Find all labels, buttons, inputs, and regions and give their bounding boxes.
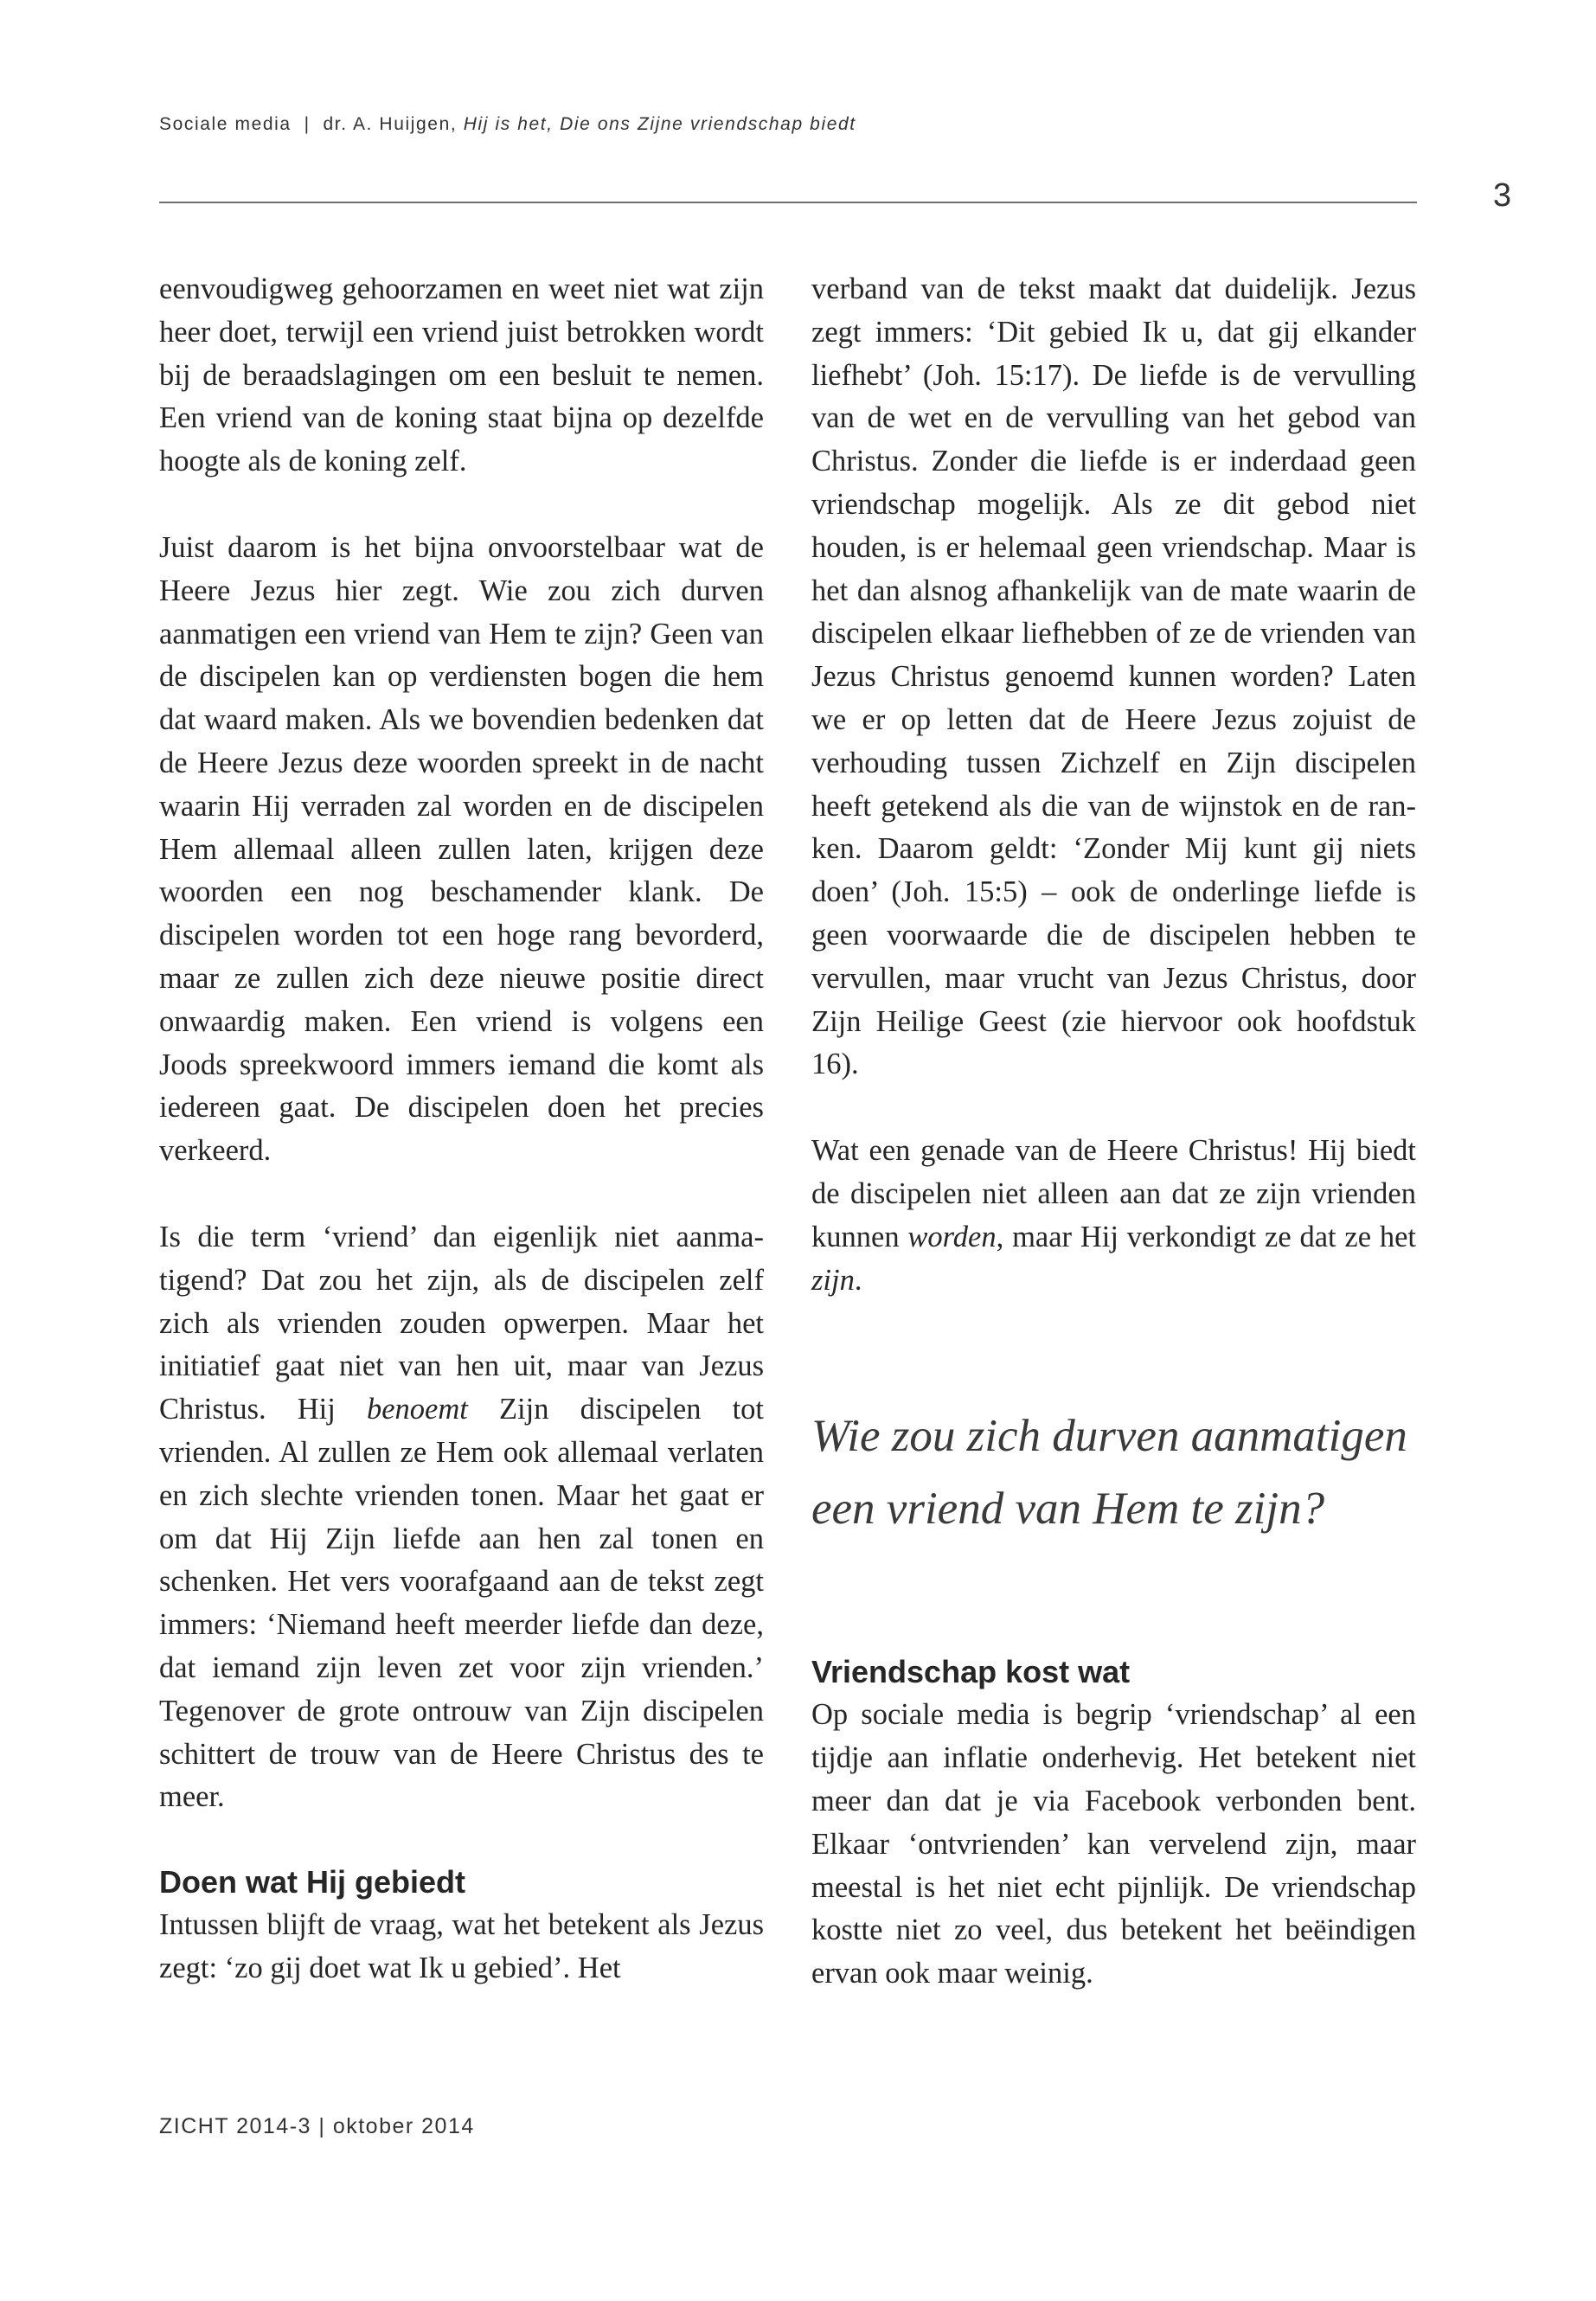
header-rule — [159, 202, 1417, 203]
right-paragraph-1: verband van de tekst maakt dat duidelijk. Jezus zegt immers: ‘Dit gebied Ik u, dat gij elkander liefhebt’ (Joh. 15:17). De liefde is de vervulling van de wet en de vervulling van het gebod van Christus. Zonder die liefde is er inderdaad geen vriendschap mogelijk. Als ze dit gebod niet houden, is er helemaal geen vriendschap. Maar is het dan alsnog afhankelijk van de mate waarin de discipelen elkaar liefhebben of ze de vrienden van Jezus Christus genoemd kunnen worden? Laten we er op letten dat de Heere Jezus zojuist de verhouding tussen Zichzelf en Zijn discipelen heeft getekend als die van de wijnstok en de ranken. Daarom geldt: ‘Zonder Mij kunt gij niets doen’ (Joh. 15:5) – ook de onderlinge liefde is geen voorwaarde die de discipelen hebben te vervullen, maar vrucht van Jezus Christus, door Zijn Heilige Geest (zie hiervoor ook hoofdstuk 16). — [811, 272, 1416, 1081]
left-column — [159, 268, 764, 1990]
left-paragraph-4: Intussen blijft de vraag, wat het betekent als Jezus zegt: ‘zo gij doet wat Ik u gebied’. Het — [159, 1908, 764, 1984]
running-head-author: dr. A. Huijgen, — [323, 114, 458, 134]
pull-quote: Wie zou zich durven aanmatigen een vriend van Hem te zijn? — [811, 1411, 1407, 1535]
left-paragraph-1: eenvoudigweg gehoorzamen en weet niet wat zijn heer doet, terwijl een vriend juist betrokken wordt bij de beraadslagingen om een besluit te nemen. Een vriend van de koning staat bijna op dezelfde hoogte als de koning zelf. — [159, 272, 764, 478]
left-paragraph-3: Is die term ‘vriend’ dan eigenlijk niet aanmatigend? Dat zou het zijn, als de discipelen zelf zich als vrienden zouden opwerpen. Maar het initiatief gaat niet van hen uit, maar van Jezus Christus. Hij benoemt Zijn discipelen tot vrienden. Al zullen ze Hem ook allemaal verlaten en zich slechte vrienden tonen. Maar het gaat er om dat Hij Zijn liefde aan hen zal tonen en schenken. Het vers voorafgaand aan de tekst zegt immers: ‘Niemand heeft meerder liefde dan deze, dat iemand zijn leven zet voor zijn vrienden.’ Tegenover de grote ontrouw van Zijn discipelen schittert de trouw van de Heere Christus des te meer. — [159, 1220, 764, 1814]
page-number: 3 — [1493, 177, 1512, 214]
running-head-separator: | — [304, 114, 311, 134]
left-paragraph-2: Juist daarom is het bijna onvoorstelbaar wat de Heere Jezus hier zegt. Wie zou zich durven aanmatigen een vriend van Hem te zijn? Geen van de discipelen kan op verdiensten bogen die hem dat waard maken. Als we bovendien bedenken dat de Heere Jezus deze woorden spreekt in de nacht waarin Hij verraden zal worden en de discipelen Hem allemaal alleen zullen laten, krijgen deze woorden een nog beschamender klank. De discipelen worden tot een hoge rang bevorderd, maar ze zullen zich deze nieuwe positie direct onwaardig maken. Een vriend is volgens een Joods spreekwoord immers iemand die komt als iedereen gaat. De discipelen doen het precies verkeerd. — [159, 530, 764, 1168]
right-paragraph-2: Wat een genade van de Heere Christus! Hij biedt de discipelen niet alleen aan dat ze zijn vrienden kunnen worden, maar Hij verkondigt ze dat ze het zijn. — [811, 1134, 1416, 1297]
right-column — [811, 268, 1416, 1996]
emphasis-benoemt: benoemt — [366, 1393, 468, 1426]
section-heading-vriendschap-kost-wat: Vriendschap kost wat — [811, 1654, 1131, 1690]
running-head — [159, 114, 856, 135]
right-paragraph-3: Op sociale media is begrip ‘vriendschap’ al een tijdje aan inflatie onderhevig. Het betekent niet meer dan dat je via Facebook verbonden bent. Elkaar ‘ontvrienden’ kan vervelend zijn, maar meestal is het niet echt pijnlijk. De vriendschap kostte niet zo veel, dus betekent het beëindigen ervan ook maar weinig. — [811, 1698, 1416, 1990]
emphasis-worden: worden — [907, 1220, 997, 1253]
section-heading-doen-wat-hij-gebiedt: Doen wat Hij gebiedt — [159, 1864, 466, 1900]
footer-issue-info: ZICHT 2014-3 | oktober 2014 — [159, 2114, 475, 2138]
running-head-section: Sociale media — [159, 114, 292, 134]
emphasis-zijn: zijn — [811, 1263, 855, 1297]
running-head-article-title: Hij is het, Die ons Zijne vriendschap biedt — [463, 114, 856, 134]
